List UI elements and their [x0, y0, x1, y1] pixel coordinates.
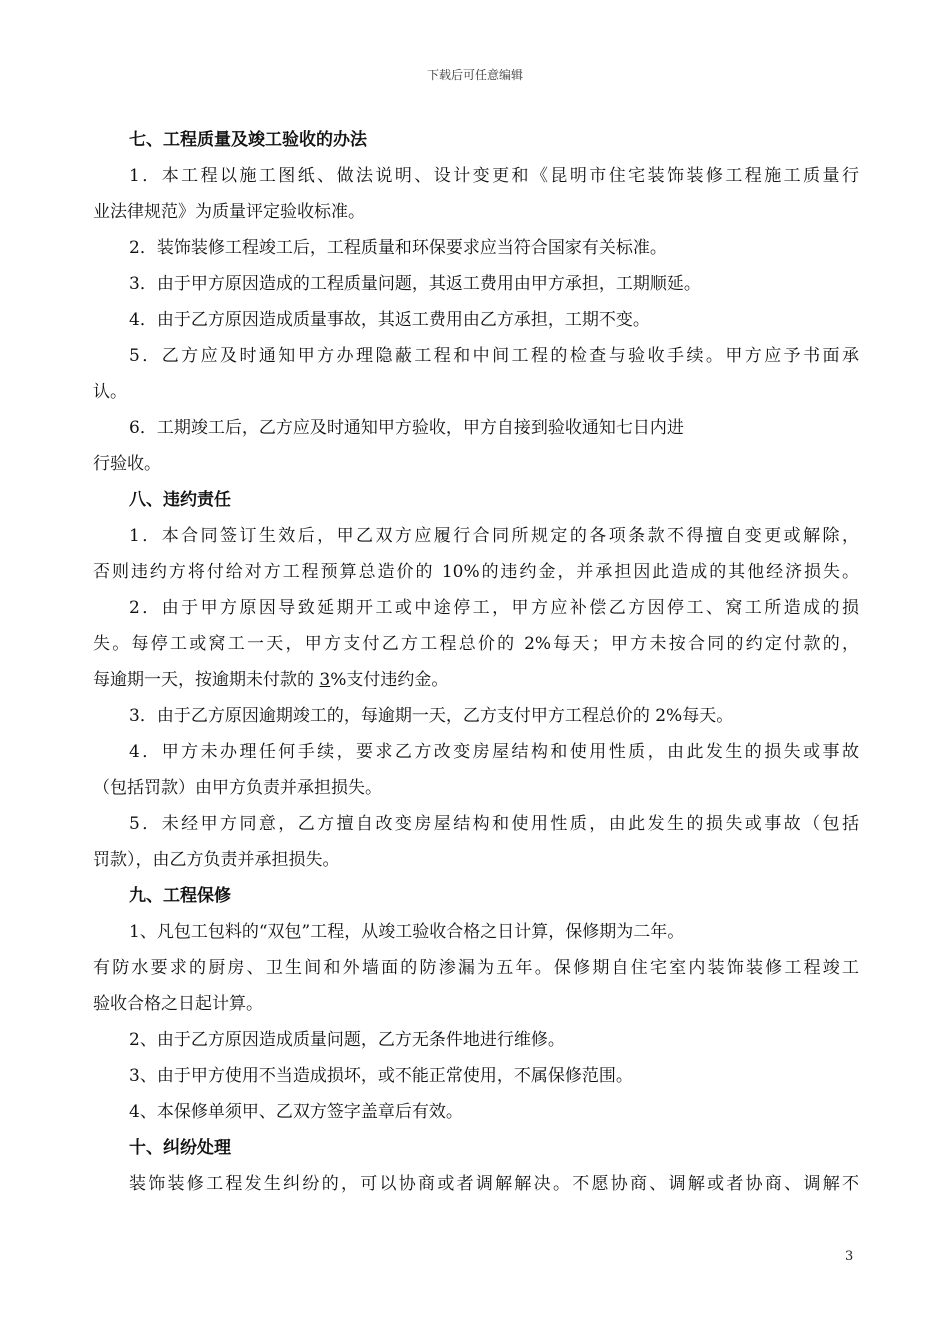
paragraph-line: 3．由于乙方原因逾期竣工的，每逾期一天，乙方支付甲方工程总价的 2%每天。: [129, 706, 734, 726]
paragraph-line: 罚款），由乙方负责并承担损失。: [93, 850, 340, 870]
paragraph-line: 1．本合同签订生效后，甲乙双方应履行合同所规定的各项条款不得擅自变更或解除，: [129, 526, 859, 546]
paragraph-line: 行验收。: [93, 454, 161, 474]
section-heading: 九、工程保修: [129, 886, 231, 906]
paragraph-line: 4、本保修单须甲、乙双方签字盖章后有效。: [129, 1102, 463, 1122]
paragraph-line: （包括罚款）由甲方负责并承担损失。: [93, 778, 382, 798]
paragraph-line: 1、凡包工包料的“双包”工程，从竣工验收合格之日计算，保修期为二年。: [129, 922, 685, 942]
page-number: 3: [845, 1249, 854, 1264]
paragraph-line: 3．由于甲方原因造成的工程质量问题，其返工费用由甲方承担，工期顺延。: [129, 274, 701, 294]
paragraph-line: 2．由于甲方原因导致延期开工或中途停工，甲方应补偿乙方因停工、窝工所造成的损: [129, 598, 859, 618]
paragraph-line: 1．本工程以施工图纸、做法说明、设计变更和《昆明市住宅装饰装修工程施工质量行: [129, 166, 859, 186]
paragraph-line: 4．甲方未办理任何手续，要求乙方改变房屋结构和使用性质，由此发生的损失或事故: [129, 742, 859, 762]
paragraph-line: 2、由于乙方原因造成质量问题，乙方无条件地进行维修。: [129, 1030, 565, 1050]
paragraph-line: 验收合格之日起计算。: [93, 994, 263, 1014]
paragraph-line: 5．乙方应及时通知甲方办理隐蔽工程和中间工程的检查与验收手续。甲方应予书面承: [129, 346, 859, 366]
paragraph-line: 业法律规范》为质量评定验收标准。: [93, 202, 365, 222]
paragraph-line: 3、由于甲方使用不当造成损坏，或不能正常使用，不属保修范围。: [129, 1066, 633, 1086]
underlined-value: 3: [319, 670, 331, 690]
paragraph-line: [93, 662, 859, 698]
paragraph-line: 6．工期竣工后，乙方应及时通知甲方验收，甲方自接到验收通知七日内进: [129, 418, 684, 438]
document-body: [93, 122, 859, 1202]
section-heading: 八、违约责任: [129, 490, 231, 510]
paragraph-line: 4．由于乙方原因造成质量事故，其返工费用由乙方承担，工期不变。: [129, 310, 650, 330]
paragraph-line: 装饰装修工程发生纠纷的，可以协商或者调解解决。不愿协商、调解或者协商、调解不: [129, 1174, 859, 1194]
page-header: 下载后可任意编辑: [426, 68, 523, 82]
paragraph-line: 2．装饰装修工程竣工后，工程质量和环保要求应当符合国家有关标准。: [129, 238, 667, 258]
section-heading: 七、工程质量及竣工验收的办法: [129, 130, 367, 150]
line-text: 每逾期一天，按逾期未付款的: [93, 670, 320, 690]
paragraph-line: 认。: [93, 382, 127, 402]
section-heading: 十、纠纷处理: [129, 1138, 231, 1158]
line-text-after: %支付违约金。: [330, 670, 449, 690]
paragraph-line: 否则违约方将付给对方工程预算总造价的 10%的违约金，并承担因此造成的其他经济损失。: [93, 562, 859, 582]
paragraph-line: 失。每停工或窝工一天，甲方支付乙方工程总价的 2%每天；甲方未按合同的约定付款的，: [93, 634, 859, 654]
paragraph-line: 5．未经甲方同意，乙方擅自改变房屋结构和使用性质，由此发生的损失或事故（包括: [129, 814, 859, 834]
paragraph-line: 有防水要求的厨房、卫生间和外墙面的防渗漏为五年。保修期自住宅室内装饰装修工程竣工: [93, 958, 859, 978]
